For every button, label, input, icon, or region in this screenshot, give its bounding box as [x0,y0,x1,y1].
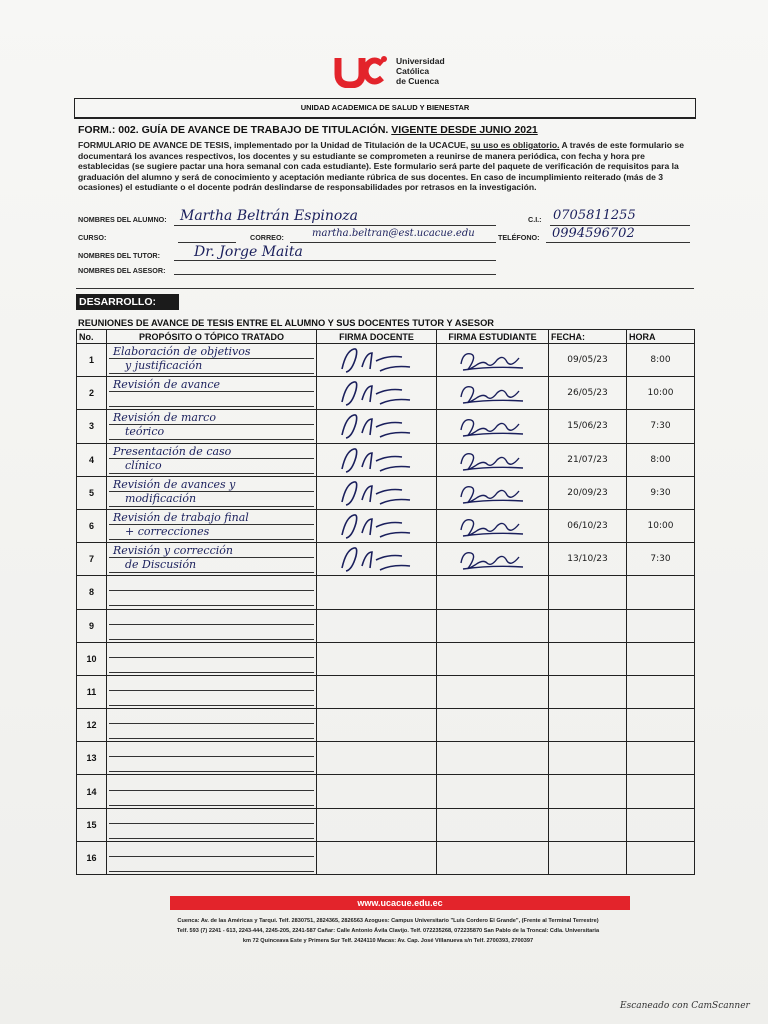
row-student-signature [437,808,549,841]
topic-rule [109,756,314,757]
table-row [77,443,695,476]
header-firma-docente: FIRMA DOCENTE [317,330,437,344]
row-date: 20/09/23 [549,476,627,509]
topic-line-2: + correcciones [125,525,210,539]
row-topic [107,642,317,675]
row-date: 13/10/23 [549,543,627,576]
topic-line-1: Revisión de avance [113,378,221,392]
row-topic [107,742,317,775]
row-number: 16 [77,841,107,874]
header-proposito: PROPÓSITO O TÓPICO TRATADO [107,330,317,344]
curso-label: CURSO: [78,233,107,242]
row-student-signature [437,576,549,609]
row-topic [107,609,317,642]
topic-line-1: Presentación de caso [113,444,232,458]
table-row [77,675,695,708]
student-signature-icon [453,545,533,573]
table-row [77,642,695,675]
footer-line-1: Cuenca: Av. de las Américas y Tarqui. Telf. 2830751, 2824365, 2826563 Azogues: Campus Universitario "Luis Cordero El Grande", (Frente al Terminal Terrestre) [177,918,599,924]
table-row [77,808,695,841]
row-topic [107,709,317,742]
topic-rule [109,539,314,540]
topic-rule [109,624,314,625]
table-row [77,410,695,443]
row-student-signature [437,675,549,708]
row-teacher-signature [317,775,437,808]
table-row [77,609,695,642]
student-signature-icon [453,446,533,474]
row-student-signature [437,775,549,808]
row-topic [107,443,317,476]
student-signature-icon [453,346,533,374]
row-number: 1 [77,344,107,377]
row-student-signature [437,509,549,542]
row-date [549,675,627,708]
topic-line-2: modificación [125,491,197,505]
row-teacher-signature [317,344,437,377]
row-teacher-signature [317,742,437,775]
table-row [77,377,695,410]
teacher-signature-icon [332,411,422,441]
topic-rule [109,723,314,724]
row-date: 26/05/23 [549,377,627,410]
alumno-line [174,225,496,226]
row-teacher-signature [317,808,437,841]
row-number: 11 [77,675,107,708]
row-teacher-signature [317,377,437,410]
row-date: 15/06/23 [549,410,627,443]
scanner-watermark: Escaneado con CamScanner [620,1001,750,1011]
unit-title: UNIDAD ACADEMICA DE SALUD Y BIENESTAR [75,99,695,118]
row-topic [107,675,317,708]
topic-rule [109,690,314,691]
table-row [77,709,695,742]
section-title: DESARROLLO: [76,294,179,310]
row-number: 13 [77,742,107,775]
topic-rule [109,871,314,872]
table-row [77,509,695,542]
row-student-signature [437,642,549,675]
row-topic [107,377,317,410]
row-date [549,841,627,874]
telefono-label: TELÉFONO: [498,233,540,242]
logo-line-1: Universidad [396,56,445,66]
student-signature-icon [453,379,533,407]
tutor-label: NOMBRES DEL TUTOR: [78,251,160,260]
intro-part-2: A través de este formulario se documentará los avances respectivos, los docentes y su estudiante se comprometen a reunirse de manera periódica, con fecha y hora pre establecidas (se sugiere pactar una hora semanal con cada estudiante). Este formulario será parte del paquete de verificación de requisitos para la graduación del alumno y será de conocimiento y aceptación mediante rúbrica de sus docentes. En caso de incumplimiento reiterado (más de 3 ocasiones) el estudiante o el docente podrán deslindarse de responsabilidades por retrasos en la investigación. [78,140,684,193]
table-row [77,841,695,874]
row-date [549,642,627,675]
topic-line-1: Revisión de marco [113,411,216,425]
table-row [77,775,695,808]
row-time [627,642,695,675]
row-number: 12 [77,709,107,742]
unit-title-box [74,98,696,119]
row-topic [107,841,317,874]
row-number: 3 [77,410,107,443]
row-student-signature [437,742,549,775]
topic-rule [109,557,314,558]
teacher-signature-icon [332,511,422,541]
row-student-signature [437,841,549,874]
topic-line-2: y justificación [125,359,203,373]
row-topic [107,344,317,377]
topic-line-2: de Discusión [125,558,197,572]
intro-part-1: FORMULARIO DE AVANCE DE TESIS, implementado por la Unidad de Titulación de la UCACUE, [78,140,471,150]
row-time: 7:30 [627,543,695,576]
row-time: 7:30 [627,410,695,443]
table-row [77,742,695,775]
row-number: 5 [77,476,107,509]
header-fecha: FECHA: [549,330,627,344]
topic-rule [109,391,314,392]
tutor-value: Dr. Jorge Maita [194,244,303,260]
alumno-value: Martha Beltrán Espinoza [180,208,359,224]
topic-line-2: clínico [125,458,162,472]
topic-rule [109,771,314,772]
intro-paragraph [78,140,694,193]
telefono-line [546,242,690,243]
footer-addresses [118,916,658,946]
row-student-signature [437,443,549,476]
topic-line-2: teórico [125,425,165,439]
row-number: 2 [77,377,107,410]
row-number: 4 [77,443,107,476]
topic-rule [109,491,314,492]
row-time: 10:00 [627,377,695,410]
row-date: 09/05/23 [549,344,627,377]
header-no: No. [77,330,107,344]
row-time [627,709,695,742]
topic-rule [109,823,314,824]
row-topic [107,509,317,542]
correo-label: CORREO: [250,233,284,242]
row-student-signature [437,543,549,576]
row-number: 6 [77,509,107,542]
ci-label: C.I.: [528,215,542,224]
teacher-signature-icon [332,445,422,475]
form-title [78,124,538,136]
topic-rule [109,639,314,640]
row-time [627,675,695,708]
footer-line-2: Telf. 593 (7) 2241 - 613, 2243-444, 2245-205, 2241-587 Cañar: Calle Antonio Ávila Clavijo. Telf. 072235268, 072235870 San Pablo de la Troncal: Cdla. Universitaria [176,928,600,934]
topic-rule [109,358,314,359]
row-number: 7 [77,543,107,576]
row-teacher-signature [317,841,437,874]
row-teacher-signature [317,509,437,542]
teacher-signature-icon [332,345,422,375]
topic-rule [109,657,314,658]
row-date [549,775,627,808]
logo-line-2: Católica [396,66,430,76]
topic-rule [109,473,314,474]
row-student-signature [437,410,549,443]
row-topic [107,476,317,509]
row-teacher-signature [317,642,437,675]
row-teacher-signature [317,609,437,642]
student-signature-icon [453,479,533,507]
row-time [627,609,695,642]
topic-rule [109,572,314,573]
topic-rule [109,805,314,806]
row-topic [107,775,317,808]
row-time [627,808,695,841]
tutor-line [174,260,496,261]
row-number: 15 [77,808,107,841]
row-teacher-signature [317,675,437,708]
table-header-row [77,330,695,344]
table-row [77,344,695,377]
row-time: 9:30 [627,476,695,509]
asesor-label: NOMBRES DEL ASESOR: [78,266,166,275]
topic-rule [109,506,314,507]
row-topic [107,576,317,609]
row-date [549,742,627,775]
topic-rule [109,590,314,591]
row-student-signature [437,609,549,642]
row-time: 10:00 [627,509,695,542]
topic-line-1: Revisión de avances y [113,477,236,491]
row-time [627,576,695,609]
row-time: 8:00 [627,344,695,377]
header-firma-estudiante: FIRMA ESTUDIANTE [437,330,549,344]
topic-rule [109,738,314,739]
row-teacher-signature [317,576,437,609]
topic-line-1: Revisión y corrección [113,544,233,558]
intro-mandatory: su uso es obligatorio. [470,140,560,150]
row-student-signature [437,476,549,509]
topic-rule [109,373,314,374]
university-name [396,56,445,86]
row-date [549,808,627,841]
row-number: 14 [77,775,107,808]
row-date [549,709,627,742]
row-student-signature [437,377,549,410]
row-topic [107,410,317,443]
row-time [627,742,695,775]
topic-rule [109,790,314,791]
row-date [549,576,627,609]
row-teacher-signature [317,476,437,509]
meetings-table [76,329,695,875]
row-number: 9 [77,609,107,642]
student-signature-icon [453,412,533,440]
teacher-signature-icon [332,378,422,408]
correo-value: martha.beltran@est.ucacue.edu [312,228,475,239]
ci-value: 0705811255 [553,208,636,223]
section-subtitle: REUNIONES DE AVANCE DE TESIS ENTRE EL ALUMNO Y SUS DOCENTES TUTOR Y ASESOR [78,318,495,328]
form-title-text: FORM.: 002. GUÍA DE AVANCE DE TRABAJO DE TITULACIÓN. [78,124,392,136]
row-topic [107,808,317,841]
row-teacher-signature [317,410,437,443]
topic-rule [109,838,314,839]
row-date [549,609,627,642]
teacher-signature-icon [332,544,422,574]
table-row [77,543,695,576]
header-hora: HORA [627,330,695,344]
row-number: 10 [77,642,107,675]
university-logo [332,52,492,90]
row-date: 21/07/23 [549,443,627,476]
row-time: 8:00 [627,443,695,476]
topic-rule [109,439,314,440]
row-student-signature [437,709,549,742]
curso-line [178,242,236,243]
asesor-line [174,274,496,275]
table-row [77,576,695,609]
topic-rule [109,672,314,673]
ucacue-logo-icon [332,54,392,88]
form-validity: VIGENTE DESDE JUNIO 2021 [391,124,538,136]
alumno-label: NOMBRES DEL ALUMNO: [78,215,167,224]
telefono-value: 0994596702 [552,226,635,241]
topic-rule [109,856,314,857]
topic-rule [109,458,314,459]
topic-rule [109,524,314,525]
topic-line-1: Revisión de trabajo final [113,511,249,525]
student-signature-icon [453,512,533,540]
logo-line-3: de Cuenca [396,76,439,86]
topic-line-1: Elaboración de objetivos [113,345,251,359]
topic-rule [109,424,314,425]
row-teacher-signature [317,543,437,576]
topic-rule [109,605,314,606]
row-topic [107,543,317,576]
row-time [627,775,695,808]
footer-line-3: km 72 Quinceava Este y Primera Sur Telf. 2424110 Macas: Av. Cap. José Villanueva s/n Telf. 2700393, 2700397 [242,938,534,944]
teacher-signature-icon [332,478,422,508]
row-teacher-signature [317,709,437,742]
row-teacher-signature [317,443,437,476]
correo-line [290,242,496,243]
row-time [627,841,695,874]
website-bar: www.ucacue.edu.ec [170,896,630,910]
row-student-signature [437,344,549,377]
topic-rule [109,406,314,407]
table-row [77,476,695,509]
row-number: 8 [77,576,107,609]
section-divider [76,288,694,289]
topic-rule [109,705,314,706]
row-date: 06/10/23 [549,509,627,542]
